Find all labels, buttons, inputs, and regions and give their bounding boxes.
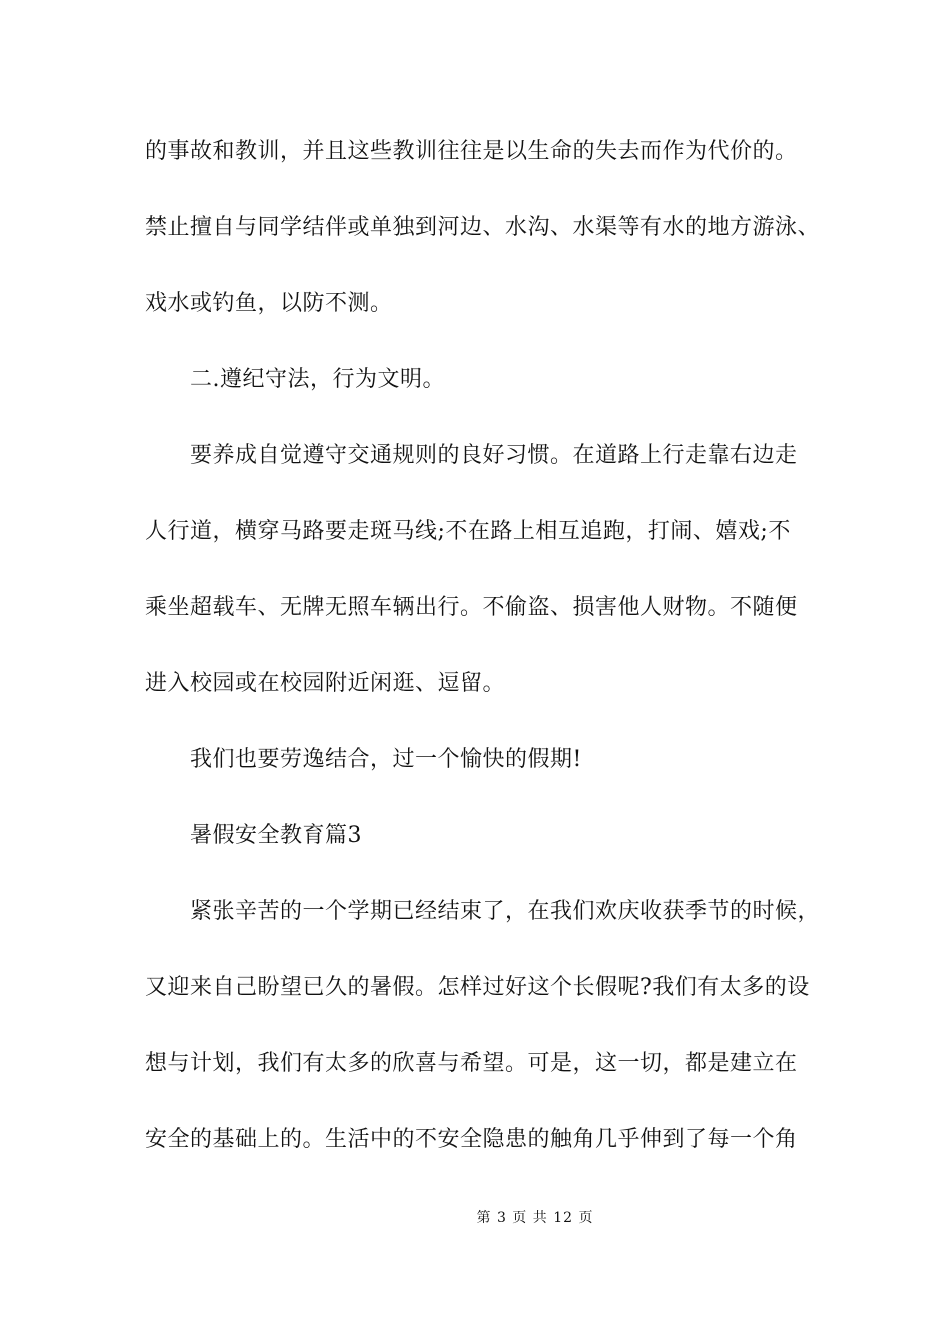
text-line: 要养成自觉遵守交通规则的良好习惯。在道路上行走靠右边走 <box>190 443 798 468</box>
text-line: 乘坐超载车、无牌无照车辆出行。不偷盗、损害他人财物。不随便 <box>145 595 798 620</box>
text-line: 又迎来自己盼望已久的暑假。怎样过好这个长假呢?我们有太多的设 <box>145 975 810 1000</box>
text-line: 我们也要劳逸结合，过一个愉快的假期! <box>190 747 582 772</box>
text-line: 人行道，横穿马路要走斑马线;不在路上相互追跑，打闹、嬉戏;不 <box>145 519 791 544</box>
text-line: 的事故和教训，并且这些教训往往是以生命的失去而作为代价的。 <box>145 139 798 164</box>
text-line: 安全的基础上的。生活中的不安全隐患的触角几乎伸到了每一个角 <box>145 1127 798 1152</box>
text-line: 进入校园或在校园附近闲逛、逗留。 <box>145 671 506 696</box>
section-heading: 二.遵纪守法，行为文明。 <box>190 367 445 392</box>
section-title: 暑假安全教育篇3 <box>190 823 362 848</box>
text-line: 想与计划，我们有太多的欣喜与希望。可是，这一切，都是建立在 <box>145 1051 798 1076</box>
page-footer: 第 3 页 共 12 页 <box>476 1210 594 1226</box>
text-line: 戏水或钓鱼，以防不测。 <box>145 291 393 316</box>
text-line: 紧张辛苦的一个学期已经结束了，在我们欢庆收获季节的时候， <box>190 899 821 924</box>
text-line: 禁止擅自与同学结伴或单独到河边、水沟、水渠等有水的地方游泳、 <box>145 215 821 240</box>
